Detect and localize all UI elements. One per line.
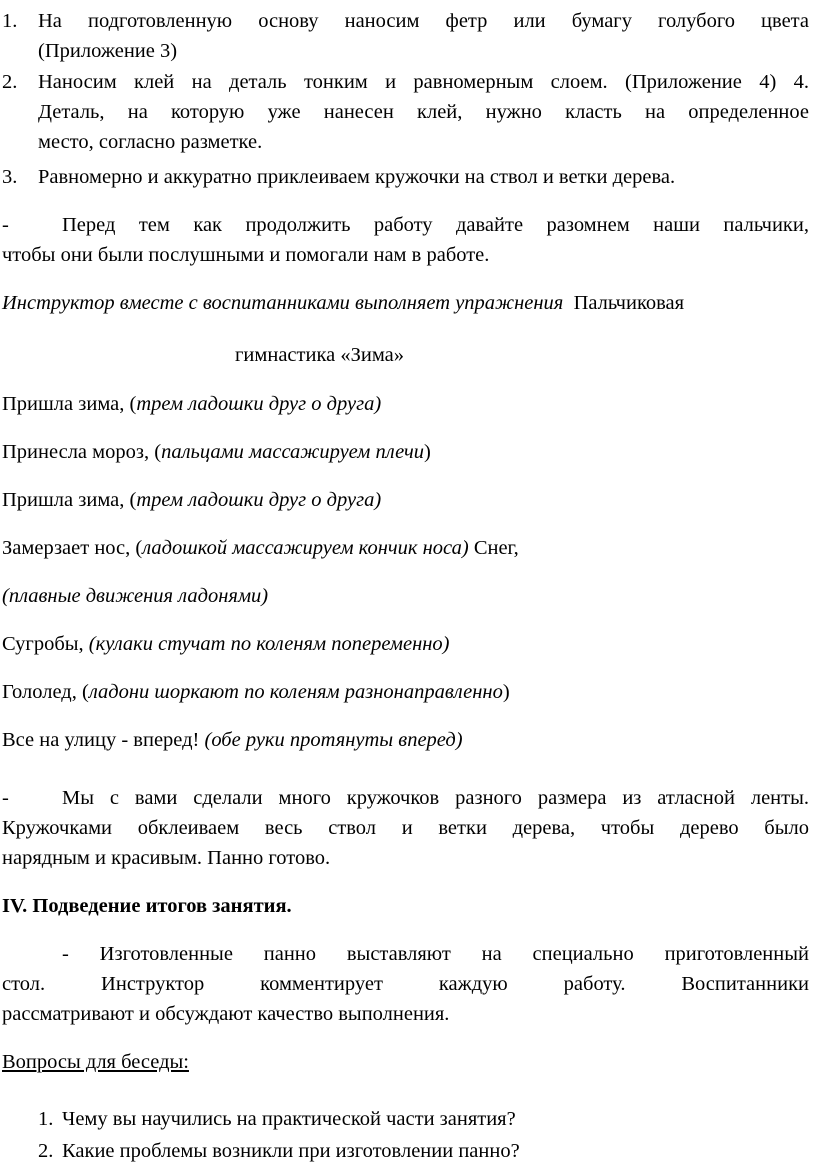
list-item-line: (Приложение 3) [38,40,178,62]
list-item-line: место, согласно разметке. [38,131,263,153]
list-item-number: 3. [2,166,18,188]
list-item-number: 1. [2,10,18,32]
paragraph-line: нарядным и красивым. Панно готово. [2,847,331,869]
poem-line: Сугробы, (кулаки стучат по коленям попеременно) [2,633,450,655]
list-item-line: Равномерно и аккуратно приклеиваем кружочки на ствол и ветки дерева. [38,166,676,188]
poem-line: Все на улицу - вперед! (обе руки протянуты вперед) [2,729,463,751]
list-item-line: Наносим клей на деталь тонким и равномерным слоем. (Приложение 4) 4. [38,71,809,93]
paragraph-line: рассматривают и обсуждают качество выполнения. [2,1003,450,1025]
gymnastics-title: гимнастика «Зима» [235,344,404,366]
poem-line: Замерзает нос, (ладошкой массажируем кончик носа) Снег, [2,537,519,559]
question-text: Какие проблемы возникли при изготовлении панно? [62,1140,520,1162]
questions-heading: Вопросы для беседы: [2,1051,189,1073]
paragraph-line: стол. Инструктор комментирует каждую работу. Воспитанники [2,973,809,995]
poem-line: Гололед, (ладони шоркают по коленям разнонаправленно) [2,681,510,703]
question-text: Чему вы научились на практической части занятия? [62,1108,516,1130]
list-item-line: На подготовленную основу наносим фетр или бумагу голубого цвета [38,10,809,32]
instructor-italic: Инструктор вместе с воспитанниками выполняет упражнения [2,292,564,314]
paragraph-line: Перед тем как продолжить работу давайте разомнем наши пальчики, [62,214,809,236]
paragraph-line: - Изготовленные панно выставляют на специально приготовленный [62,943,809,965]
list-item-number: 2. [2,71,18,93]
paragraph-dash: - [2,214,9,236]
paragraph-line: Кружочками обклеиваем весь ствол и ветки дерева, чтобы дерево было [2,817,809,839]
poem-line: (плавные движения ладонями) [2,585,269,607]
poem-line: Принесла мороз, (пальцами массажируем плечи) [2,441,431,463]
poem-line: Пришла зима, (трем ладошки друг о друга) [2,489,382,511]
section-heading: IV. Подведение итогов занятия. [2,895,292,917]
question-number: 1. [38,1108,54,1130]
paragraph-dash: - [2,787,9,809]
poem-line: Пришла зима, (трем ладошки друг о друга) [2,393,382,415]
instructor-plain: Пальчиковая [573,292,685,314]
paragraph-line: чтобы они были послушными и помогали нам в работе. [2,244,490,266]
list-item-line: Деталь, на которую уже нанесен клей, нужно класть на определенное [38,101,809,123]
instructor-line [2,288,684,318]
question-number: 2. [38,1140,54,1162]
paragraph-line: Мы с вами сделали много кружочков разного размера из атласной ленты. [62,787,809,809]
